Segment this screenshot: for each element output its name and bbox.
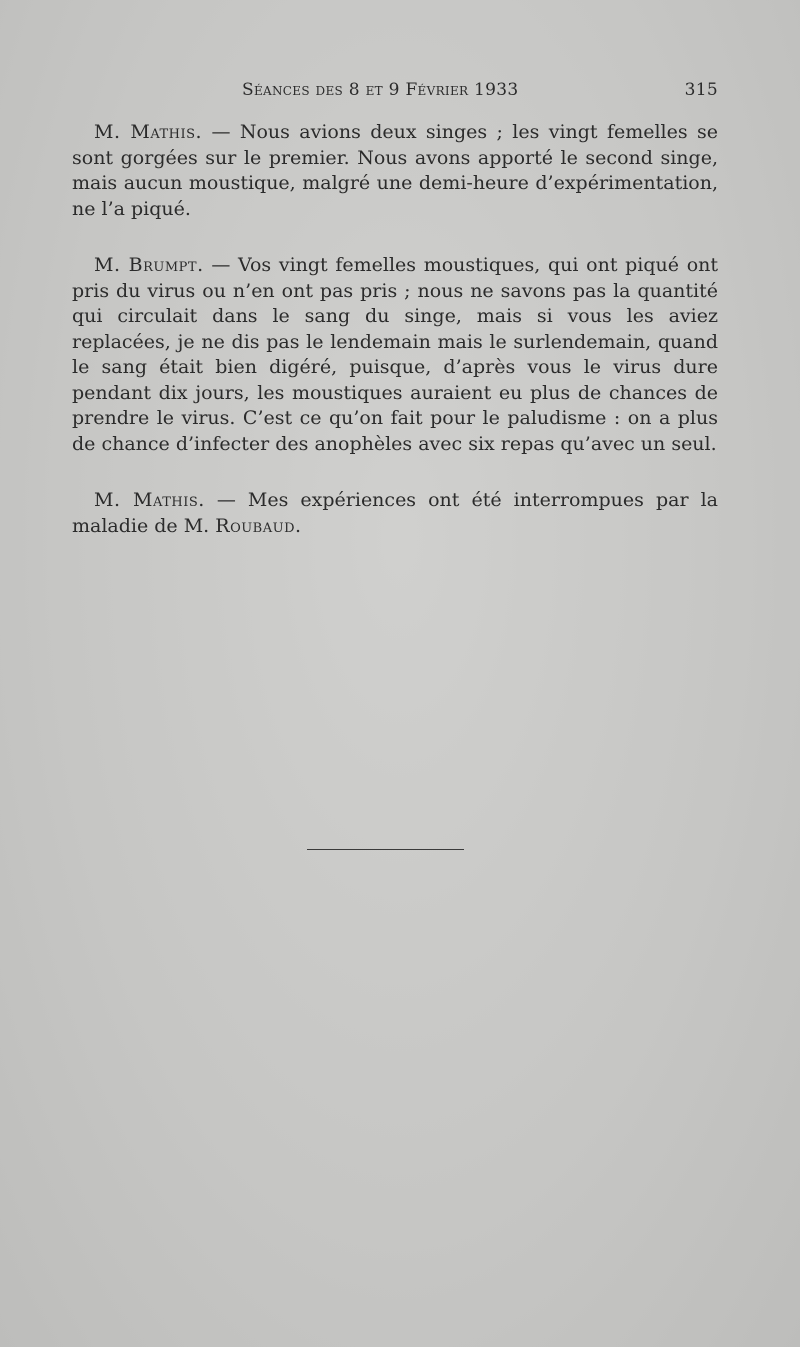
paragraph-text: — Nous avions deux singes ; les vingt femelles se sont gorgées sur le premier. Nous avons apporté le second singe, mais aucun moustique, malgré une demi-heure d’expérimentation, ne l’a piqué. [72, 121, 718, 220]
paragraph-mathis-2 [72, 488, 718, 539]
running-head [72, 80, 718, 104]
paragraph-mathis-1 [72, 120, 718, 222]
body-text [72, 120, 718, 570]
paragraph-text-end: . [295, 514, 302, 537]
speaker-name: M. Mathis. [94, 121, 203, 143]
speaker-name: M. Mathis. [94, 489, 205, 511]
paragraph-text: — Mes expériences ont été interrompues par la maladie de M. [72, 489, 718, 537]
speaker-name: M. Brumpt. [94, 254, 204, 276]
section-end-rule [307, 849, 464, 850]
running-head-title: Séances des 8 et 9 Février 1933 [242, 80, 519, 100]
paragraph-text: — Vos vingt femelles moustiques, qui ont piqué ont pris du virus ou n’en ont pas pris ; nous ne savons pas la quantité qui circulait dans le sang du singe, mais si vous les aviez replacées, je ne dis pas le lendemain mais le surlendemain, quand le sang était bien digéré, puisque, d’après vous le virus dure pendant dix jours, les moustiques auraient eu plus de chances de prendre le virus. C’est ce qu’on fait pour le paludisme : on a plus de chance d’infecter des anophèles avec six repas qu’avec un seul. [72, 254, 719, 455]
page-number: 315 [684, 80, 718, 100]
inline-name-roubaud: Roubaud [215, 514, 296, 537]
paragraph-brumpt [72, 253, 718, 457]
